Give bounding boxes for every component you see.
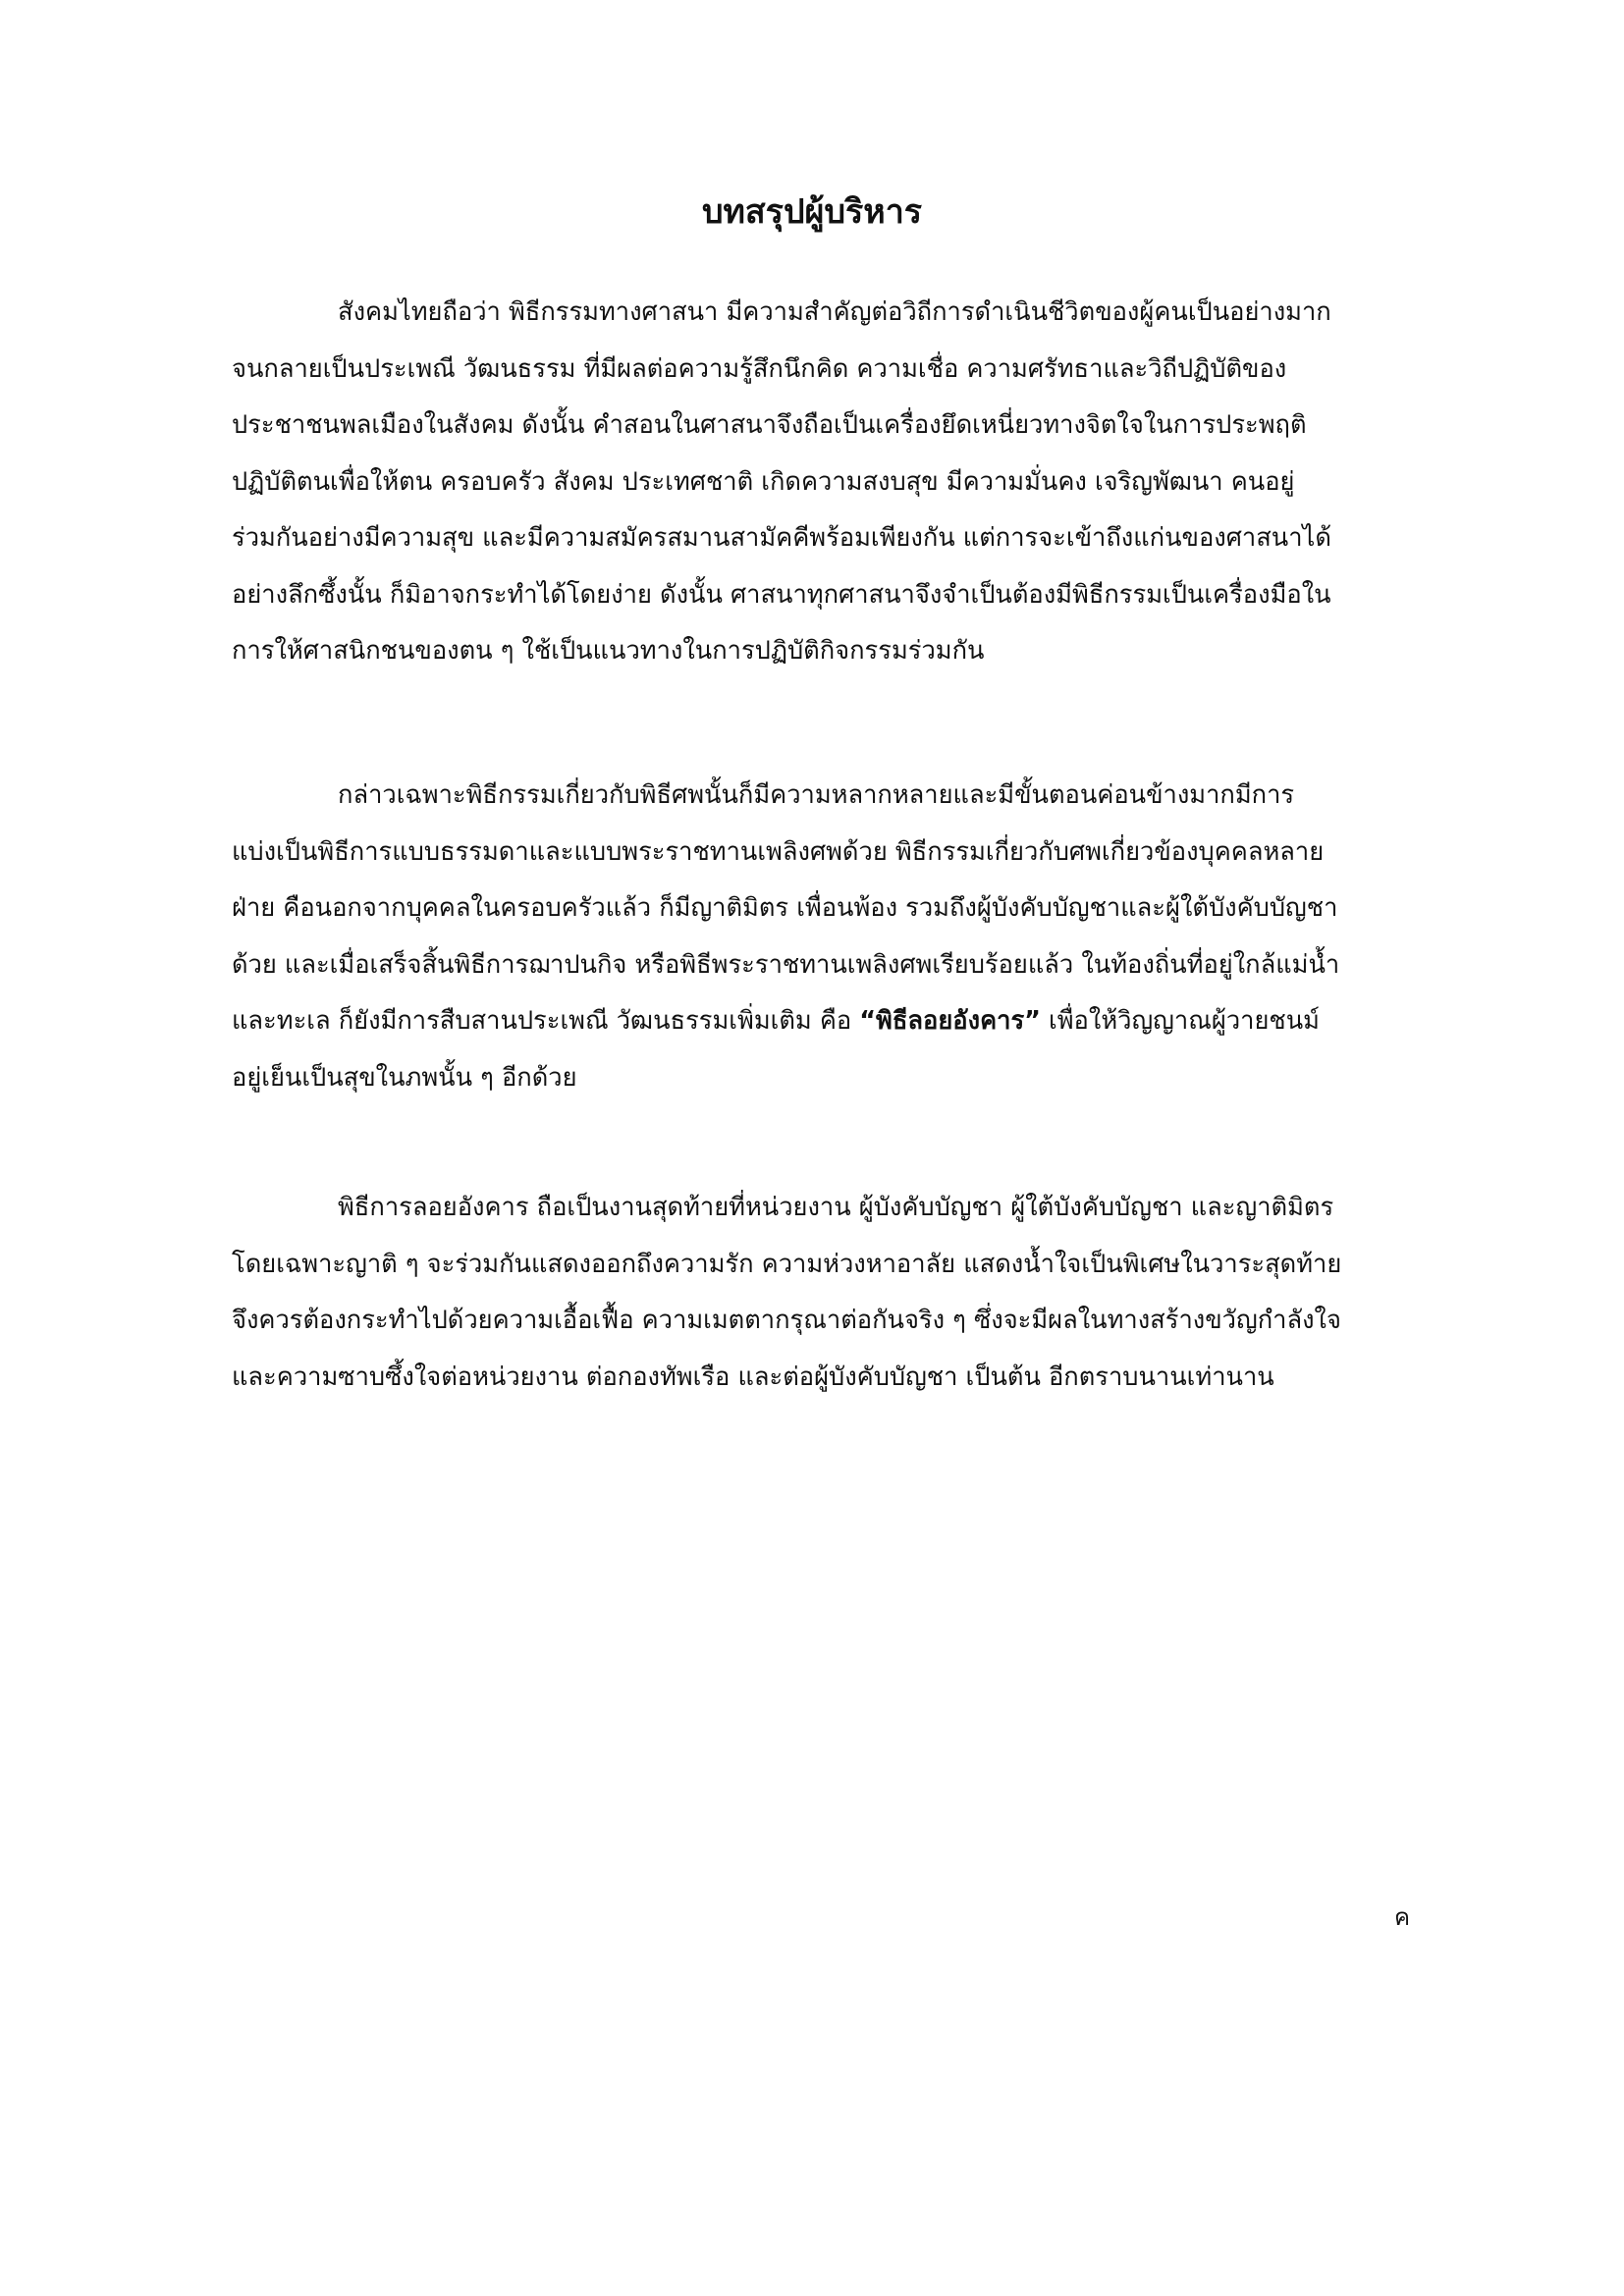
paragraph-line: อย่างลึกซึ้งนั้น ก็มิอาจกระทำได้โดยง่าย ดังนั้น ศาสนาทุกศาสนาจึงจำเป็นต้องมีพิธีกรรมเป็นเครื่องมือใน xyxy=(232,579,1331,610)
paragraph-line xyxy=(232,993,1418,1050)
paragraph-3 xyxy=(232,1180,1418,1406)
emphasis-ceremony-name: “พิธีลอยอังคาร” xyxy=(859,1006,1041,1036)
paragraph-2 xyxy=(232,768,1418,1106)
paragraph-line: กล่าวเฉพาะพิธีกรรมเกี่ยวกับพิธีศพนั้นก็มีความหลากหลายและมีขั้นตอนค่อนข้างมากมีการ xyxy=(338,780,1295,810)
paragraph-line: การให้ศาสนิกชนของตน ๆ ใช้เป็นแนวทางในการปฏิบัติกิจกรรมร่วมกัน xyxy=(232,636,985,666)
paragraph-line: พิธีการลอยอังคาร ถือเป็นงานสุดท้ายที่หน่วยงาน ผู้บังคับบัญชา ผู้ใต้บังคับบัญชา และญาติมิตร xyxy=(338,1193,1334,1222)
paragraph-line: ด้วย และเมื่อเสร็จสิ้นพิธีการฌาปนกิจ หรือพิธีพระราชทานเพลิงศพเรียบร้อยแล้ว ในท้องถิ่นที่อยู่ใกล้แม่น้ำ xyxy=(232,949,1340,980)
paragraph-line: จึงควรต้องกระทำไปด้วยความเอื้อเฟื้อ ความเมตตากรุณาต่อกันจริง ๆ ซึ่งจะมีผลในทางสร้างขวัญกำลังใจ xyxy=(232,1306,1341,1335)
paragraph-1 xyxy=(232,285,1418,680)
page-title: บทสรุปผู้บริหาร xyxy=(701,192,923,232)
line-suffix: เพื่อให้วิญญาณผู้วายชนม์ xyxy=(1040,1006,1320,1036)
paragraph-line: จนกลายเป็นประเพณี วัฒนธรรม ที่มีผลต่อความรู้สึกนึกคิด ความเชื่อ ความศรัทธาและวิถีปฏิบัติของ xyxy=(232,353,1287,384)
paragraph-line: แบ่งเป็นพิธีการแบบธรรมดาและแบบพระราชทานเพลิงศพด้วย พิธีกรรมเกี่ยวกับศพเกี่ยวข้องบุคคลหลาย xyxy=(232,836,1325,867)
paragraph-line: ปฏิบัติตนเพื่อให้ตน ครอบครัว สังคม ประเทศชาติ เกิดความสงบสุข มีความมั่นคง เจริญพัฒนา คนอยู่ xyxy=(232,466,1295,497)
page-number: ค xyxy=(1394,1903,1411,1931)
paragraph-line: ประชาชนพลเมืองในสังคม ดังนั้น คำสอนในศาสนาจึงถือเป็นเครื่องยึดเหนี่ยวทางจิตใจในการประพฤติ xyxy=(232,410,1307,440)
line-prefix: และทะเล ก็ยังมีการสืบสานประเพณี วัฒนธรรมเพิ่มเติม คือ xyxy=(232,1006,860,1036)
paragraph-line: อยู่เย็นเป็นสุขในภพนั้น ๆ อีกด้วย xyxy=(232,1062,577,1093)
paragraph-line: ฝ่าย คือนอกจากบุคคลในครอบครัวแล้ว ก็มีญาติมิตร เพื่อนพ้อง รวมถึงผู้บังคับบัญชาและผู้ใต้บังคับบัญชา xyxy=(232,893,1338,923)
paragraph-line: และความซาบซึ้งใจต่อหน่วยงาน ต่อกองทัพเรือ และต่อผู้บังคับบัญชา เป็นต้น อีกตราบนานเท่านาน xyxy=(232,1362,1274,1392)
paragraph-line: ร่วมกันอย่างมีความสุข และมีความสมัครสมานสามัคคีพร้อมเพียงกัน แต่การจะเข้าถึงแก่นของศาสนาได้ xyxy=(232,523,1331,553)
paragraph-line: โดยเฉพาะญาติ ๆ จะร่วมกันแสดงออกถึงความรัก ความห่วงหาอาลัย แสดงน้ำใจเป็นพิเศษในวาระสุดท้าย xyxy=(232,1249,1342,1279)
paragraph-line: สังคมไทยถือว่า พิธีกรรมทางศาสนา มีความสำคัญต่อวิถีการดำเนินชีวิตของผู้คนเป็นอย่างมาก xyxy=(338,297,1331,327)
